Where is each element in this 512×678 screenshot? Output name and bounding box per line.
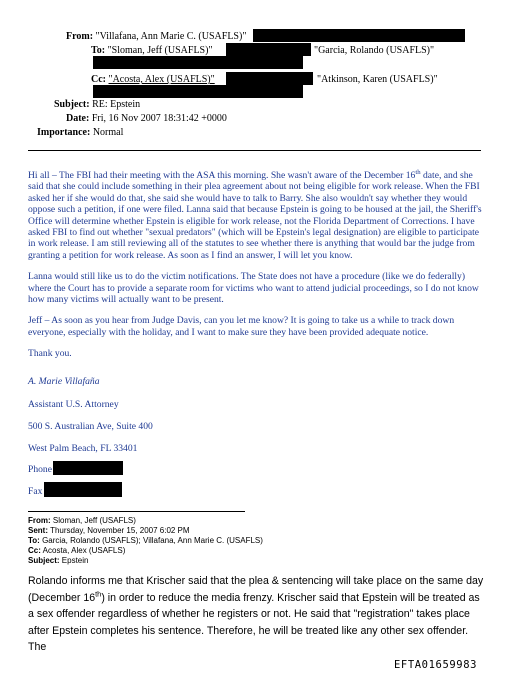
- cc-label: Cc:: [91, 74, 106, 85]
- forward-divider: [28, 511, 245, 512]
- document-id: EFTA01659983: [394, 659, 478, 671]
- date-value: Fri, 16 Nov 2007 18:31:42 +0000: [91, 113, 227, 124]
- from-label: From:: [66, 31, 94, 42]
- to-label: To:: [91, 45, 106, 56]
- date-label: Date:: [66, 113, 90, 124]
- fwd-subject: [28, 556, 88, 566]
- to-value-1: "Sloman, Jeff (USAFLS)": [107, 45, 213, 56]
- from-value: "Villafana, Ann Marie C. (USAFLS)": [95, 31, 247, 42]
- importance-label: Importance:: [37, 127, 91, 138]
- fwd-to-label: To:: [28, 536, 40, 545]
- redaction-bar: [93, 85, 303, 98]
- forwarded-body: [28, 573, 486, 656]
- fwd-sent-value: Thursday, November 15, 2007 6:02 PM: [50, 526, 190, 535]
- fwd-cc: [28, 546, 125, 556]
- redaction-bar: [226, 72, 313, 85]
- cc-value-2: "Atkinson, Karen (USAFLS)": [317, 74, 438, 85]
- fwd-sent: [28, 526, 190, 536]
- subject-value: RE: Epstein: [92, 99, 141, 110]
- fwd-subject-label: Subject:: [28, 556, 60, 565]
- header-subject: [54, 98, 140, 111]
- header-importance: [37, 126, 123, 139]
- cc-value-1: "Acosta, Alex (USAFLS)": [108, 74, 215, 85]
- header-divider: [28, 150, 481, 151]
- paragraph-1: Hi all – The FBI had their meeting with the ASA this morning. She wasn't aware of the December 16th date, and she said that she could include something in their plea agreement about not being eligible for work release. When the FBI asked her if she would do that, she said she would have to talk to Barry. She also wouldn't say whether they would oppose such a petition, if one were filed. Lanna said that because Epstein is going to be housed at the jail, the Sheriff's Office will determine whether Epstein is eligible for work release, not the Florida Department of Corrections. I have asked FBI to find out whether "sexual predators" (which will be Epstein's legal designation) are eligible to participate in work release. I am still reviewing all of the statutes to see whether there is anything that would bar the judge from granting a petition for work release. As soon as I find an answer, I will let you know.: [28, 168, 482, 261]
- message-body: [28, 170, 483, 360]
- subject-label: Subject:: [54, 99, 90, 110]
- fwd-from-label: From:: [28, 516, 51, 525]
- redaction-bar: [226, 43, 311, 56]
- signature-phone-label: Phone: [28, 464, 52, 475]
- fwd-to-value: Garcia, Rolando (USAFLS); Villafana, Ann Marie C. (USAFLS): [42, 536, 263, 545]
- signature-name: A. Marie Villafaña: [28, 376, 100, 387]
- importance-value: Normal: [92, 127, 124, 138]
- fwd-sent-label: Sent:: [28, 526, 48, 535]
- header-from: [66, 30, 246, 43]
- redaction-bar: [93, 56, 303, 69]
- signature-address1: 500 S. Australian Ave, Suite 400: [28, 421, 153, 432]
- fwd-cc-label: Cc:: [28, 546, 41, 555]
- redaction-bar: [253, 29, 465, 42]
- signature-fax-label: Fax: [28, 486, 43, 497]
- fwd-from-value: Sloman, Jeff (USAFLS): [52, 516, 136, 525]
- redaction-bar: [44, 482, 122, 497]
- to-value-2: "Garcia, Rolando (USAFLS)": [314, 45, 435, 56]
- fwd-cc-value: Acosta, Alex (USAFLS): [42, 546, 126, 555]
- signature-address2: West Palm Beach, FL 33401: [28, 443, 138, 454]
- redaction-bar: [53, 461, 123, 475]
- paragraph-3: Jeff – As soon as you hear from Judge Davis, can you let me know? It is going to take us a while to track down everyone, especially with the holiday, and I want to make sure they have been provided adequate notice.: [28, 315, 455, 338]
- fwd-from: [28, 516, 136, 526]
- thanks-line: Thank you.: [28, 348, 72, 360]
- header-date: [66, 112, 227, 125]
- fwd-subject-value: Epstein: [61, 556, 89, 565]
- signature-title: Assistant U.S. Attorney: [28, 399, 119, 410]
- forwarded-paragraph: Rolando informs me that Krischer said that the plea & sentencing will take place on the same day (December 16th) in order to reduce the media frenzy. Krischer said that Epstein will be treated as a sex offender regardless of whether he registers or not. He said that "registration" takes place after Epstein completes his sentence. Therefore, he will be treated like any other sex offender. The: [28, 575, 484, 654]
- paragraph-2: Lanna would still like us to do the victim notifications. The State does not have a procedure (like we do federally) where the Court has to provide a separate room for victims who want to attend judicial proceedings, so I do not know how many victims will actually want to be present.: [28, 271, 479, 306]
- fwd-to: [28, 536, 263, 546]
